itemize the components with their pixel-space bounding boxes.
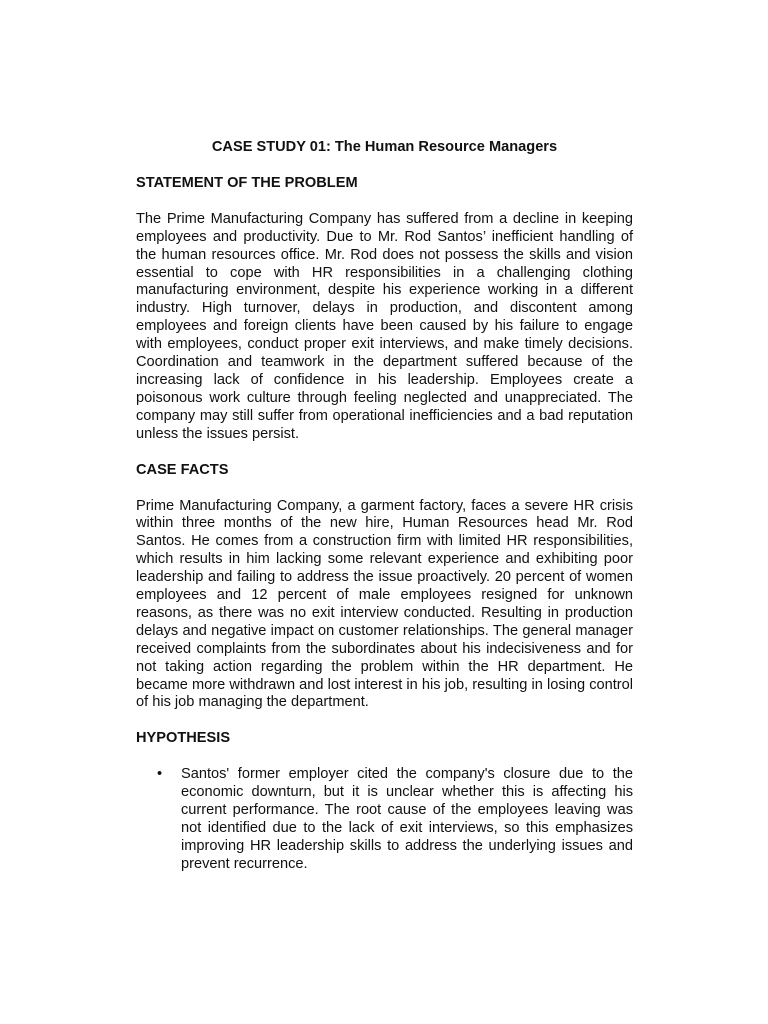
case-facts-heading: CASE FACTS [136, 461, 229, 478]
document-title: CASE STUDY 01: The Human Resource Managers [211, 139, 558, 155]
hypothesis-list-item [157, 766, 633, 873]
hypothesis-item-text: Santos' former employer cited the company's closure due to the economic downturn, but it is unclear whether this is affecting his current performance. The root cause of the employees leaving was not identified due to the lack of exit interviews, so this emphasizes improving HR leadership skills to address the underlying issues and prevent recurrence. [181, 766, 633, 872]
hypothesis-heading: HYPOTHESIS [136, 730, 231, 747]
document-content [136, 139, 633, 874]
bullet-icon: • [157, 766, 163, 783]
problem-heading: STATEMENT OF THE PROBLEM [136, 174, 358, 191]
case-facts-paragraph: Prime Manufacturing Company, a garment factory, faces a severe HR crisis within three months of the new hire, Human Resources head Mr. Rod Santos. He comes from a construction firm with limited HR responsibilities, which results in him lacking some relevant experience and exhibiting poor leadership and failing to address the issue proactively. 20 percent of women employees and 12 percent of male employees resigned for unknown reasons, as there was no exit interview conducted. Resulting in production delays and negative impact on customer relationships. The general manager received complaints from the subordinates about his indecisiveness and for not taking action regarding the problem within the HR department. He became more withdrawn and lost interest in his job, resulting in losing control of his job managing the department. [136, 497, 633, 711]
hypothesis-list [136, 766, 633, 873]
problem-paragraph: The Prime Manufacturing Company has suffered from a decline in keeping employees and productivity. Due to Mr. Rod Santos’ inefficient handling of the human resources office. Mr. Rod does not possess the skills and vision essential to cope with HR responsibilities in a challenging clothing manufacturing environment, despite his experience working in a different industry. High turnover, delays in production, and discontent among employees and foreign clients have been caused by his failure to engage with employees, conduct proper exit interviews, and make timely decisions. Coordination and teamwork in the department suffered because of the increasing lack of confidence in his leadership. Employees create a poisonous work culture through feeling neglected and unappreciated. The company may still suffer from operational inefficiencies and a bad reputation unless the issues persist. [136, 210, 633, 442]
